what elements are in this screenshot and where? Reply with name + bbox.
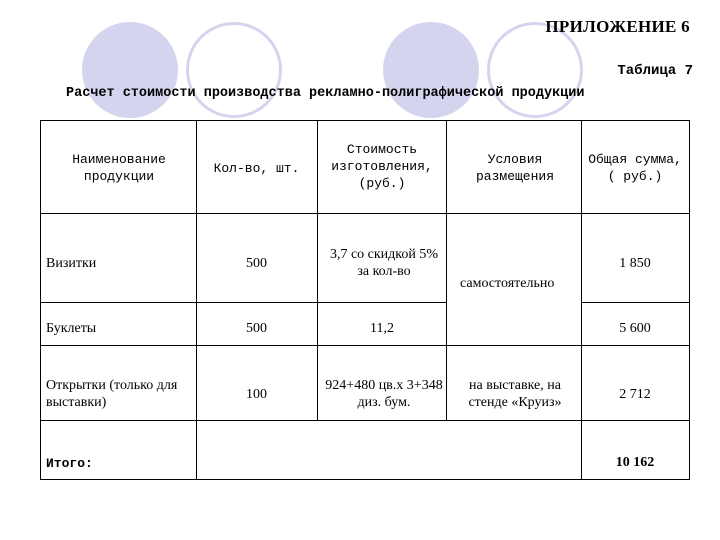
table-border-right xyxy=(689,120,690,480)
row3-placement: на выставке, на стенде «Круиз» xyxy=(468,378,562,410)
row1-qty: 500 xyxy=(246,256,267,271)
row-divider-3 xyxy=(40,420,690,421)
col-divider-4 xyxy=(581,120,582,480)
col-divider-1 xyxy=(196,120,197,480)
table-border-top xyxy=(40,120,690,121)
row1-total: 1 850 xyxy=(619,256,651,271)
col-header-placement: Условия размещения xyxy=(475,152,554,184)
row-divider-header xyxy=(40,213,690,214)
row3-cost: 924+480 цв.х 3+348 диз. бум. xyxy=(325,378,443,410)
appendix-label: ПРИЛОЖЕНИЕ 6 xyxy=(545,17,690,36)
cost-table xyxy=(40,120,690,480)
table-border-left xyxy=(40,120,41,480)
row1-name: Визитки xyxy=(46,256,97,271)
total-label: Итого: xyxy=(46,456,93,471)
row-divider-2 xyxy=(40,345,690,346)
row3-name: Открытки (только для выставки) xyxy=(46,378,178,410)
row1-cost: 3,7 со скидкой 5% за кол-во xyxy=(329,247,439,279)
page-title: Расчет стоимости производства рекламно-полиграфической продукции xyxy=(66,86,585,101)
col-header-name: Наименование продукции xyxy=(72,152,166,184)
row-divider-1b xyxy=(581,302,690,303)
table-number: Таблица 7 xyxy=(617,63,693,79)
row2-cost: 11,2 xyxy=(370,321,394,336)
col-header-cost: Стоимость изготовления, (руб.) xyxy=(331,142,433,191)
table-border-bottom xyxy=(40,479,690,480)
col-divider-3 xyxy=(446,120,447,420)
row2-name: Буклеты xyxy=(46,321,97,336)
row3-qty: 100 xyxy=(246,387,267,402)
row-divider-1 xyxy=(40,302,446,303)
col-header-qty: Кол-во, шт. xyxy=(213,161,300,176)
row2-total: 5 600 xyxy=(619,321,651,336)
decor-circle-3 xyxy=(383,22,479,118)
col-divider-2 xyxy=(317,120,318,420)
row3-total: 2 712 xyxy=(619,387,651,402)
decor-circle-1 xyxy=(82,22,178,118)
grand-total: 10 162 xyxy=(615,455,655,470)
shared-placement: самостоятельно xyxy=(460,276,555,291)
decor-circle-2 xyxy=(186,22,282,118)
row2-qty: 500 xyxy=(246,321,267,336)
col-header-total: Общая сумма,( руб.) xyxy=(588,152,682,184)
